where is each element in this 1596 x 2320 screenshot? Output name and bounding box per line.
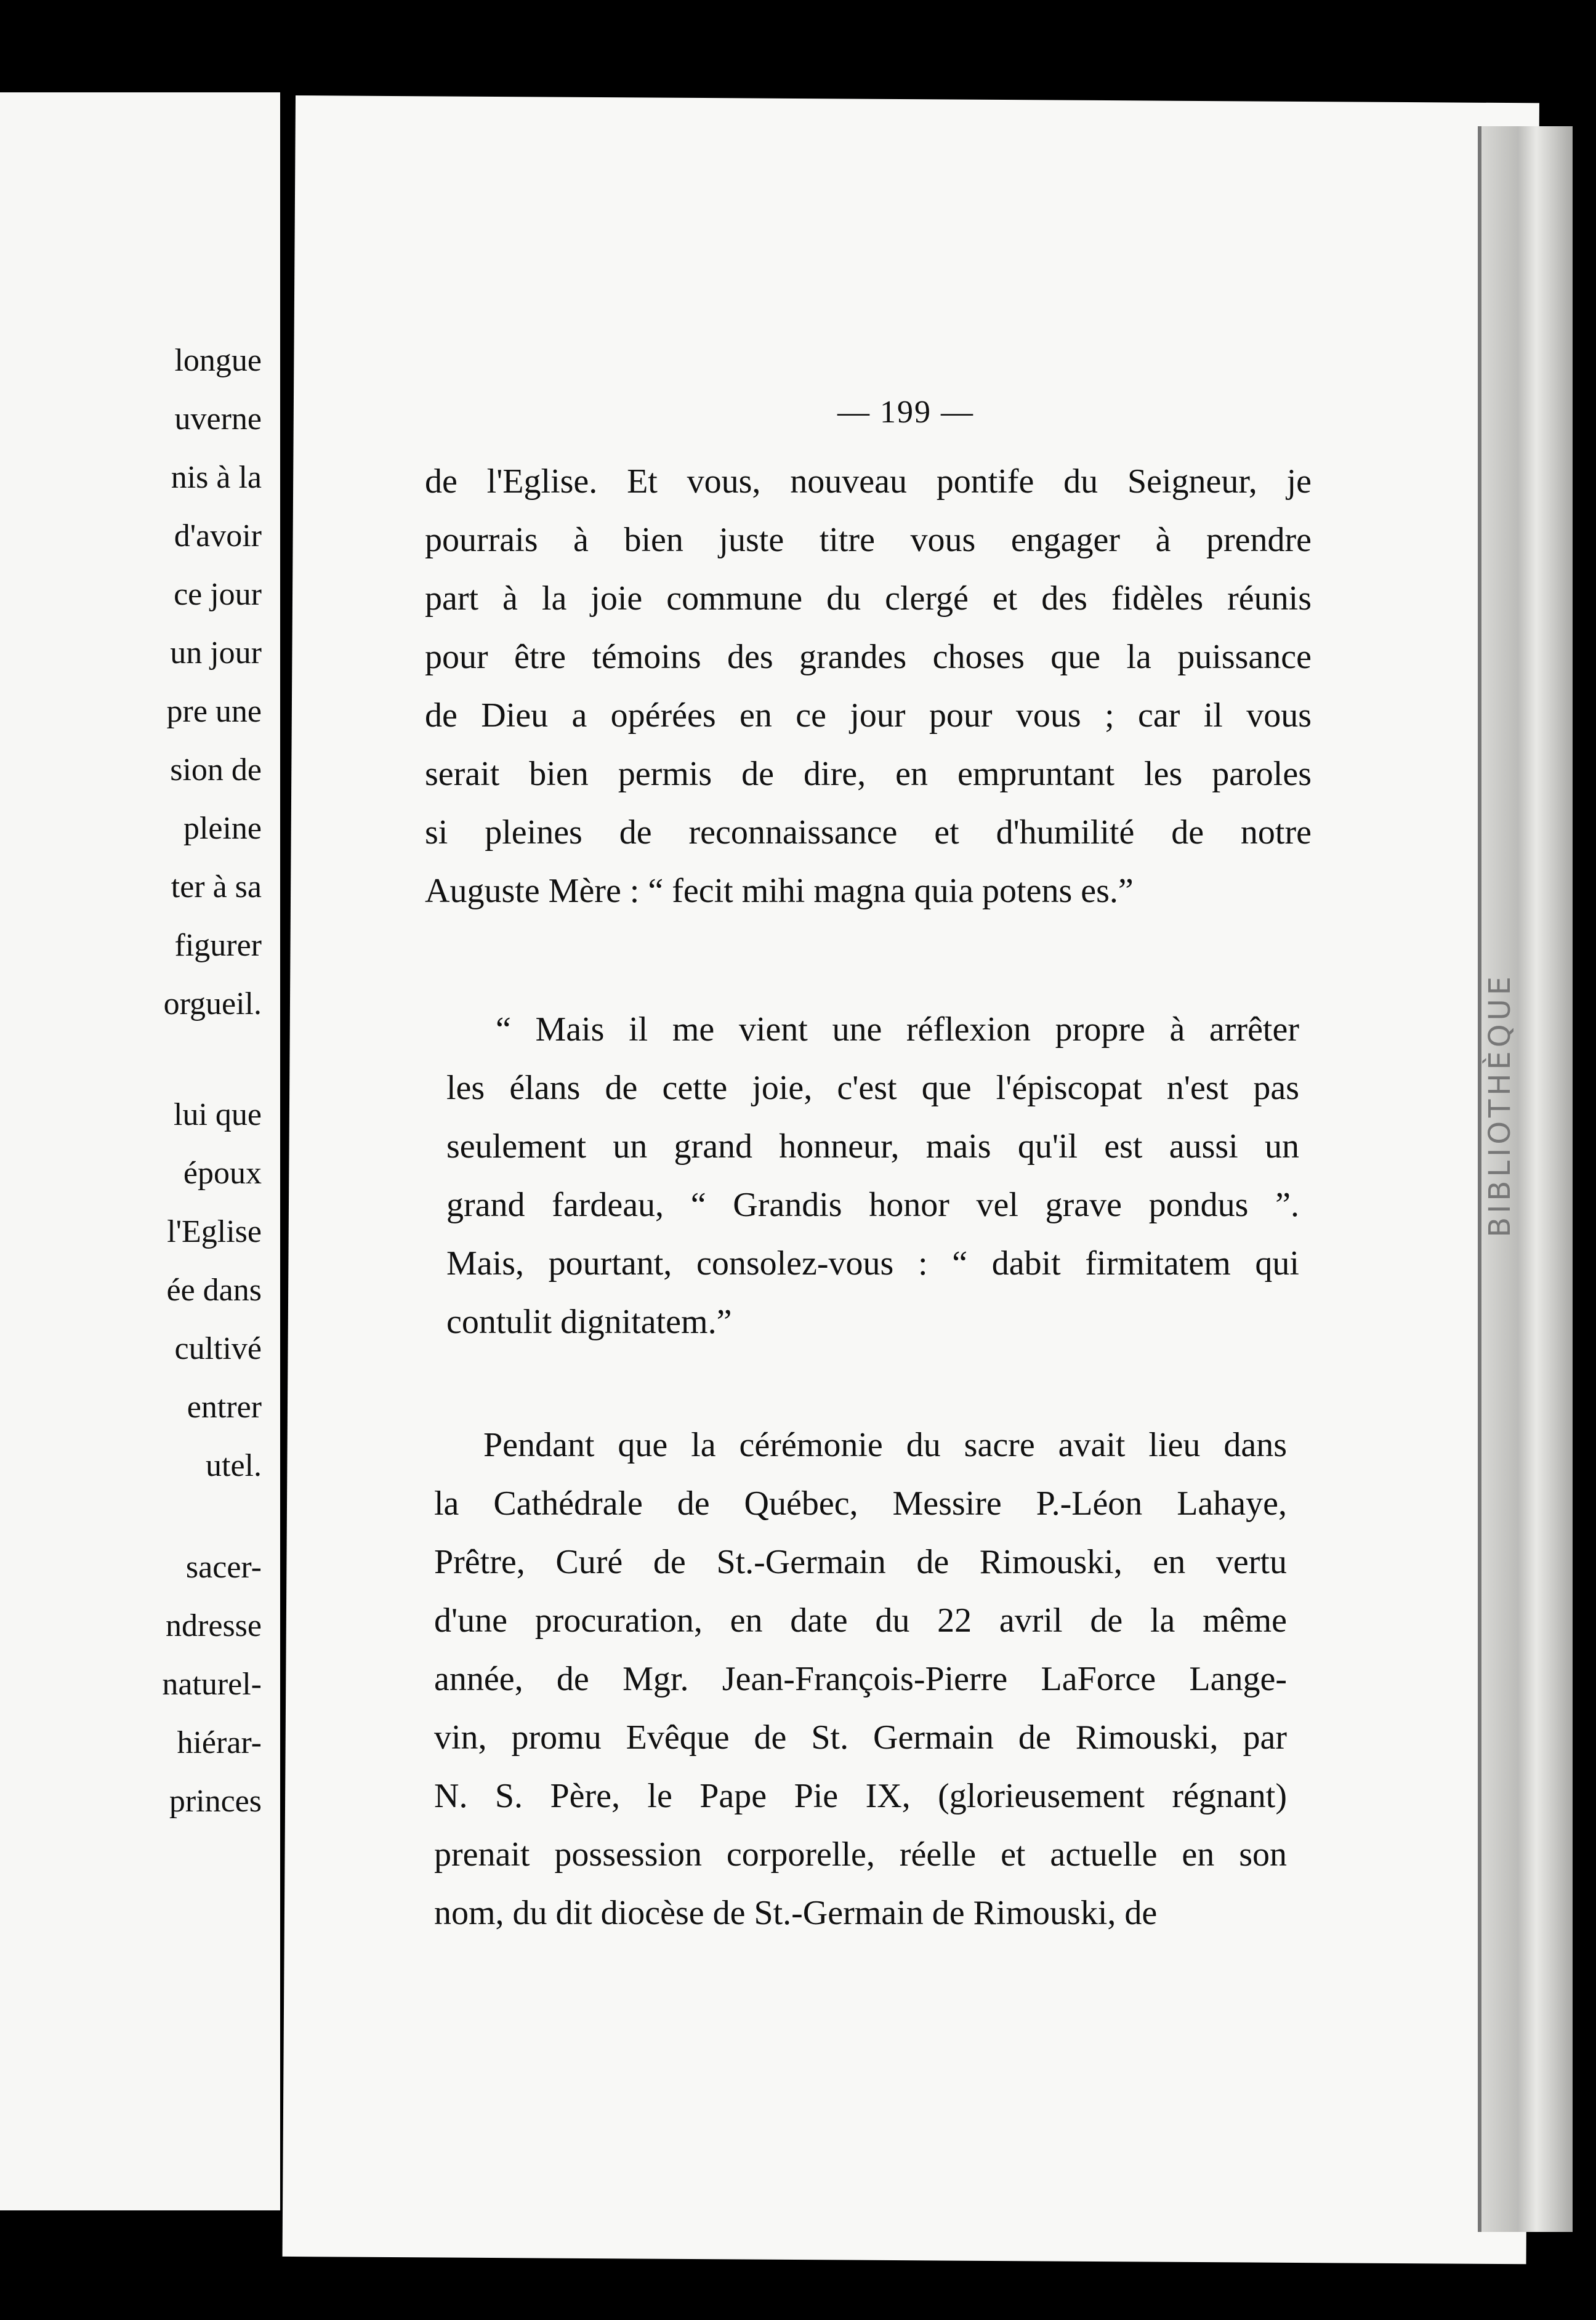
left-page-line: ndresse (166, 1608, 262, 1643)
text-line: pourrais à bien juste titre vous engager à prendre (425, 521, 1312, 559)
left-page-line: d'avoir (174, 518, 262, 554)
left-page-line: figurer (174, 928, 262, 963)
text-line: part à la joie commune du clergé et des fidèles réunis (425, 579, 1312, 618)
left-page-line: l'Eglise (167, 1214, 262, 1249)
paragraph-3 (434, 1416, 1287, 1943)
left-page-line: orgueil. (163, 986, 262, 1021)
library-stamp: BIBLIOTHÈQUE (1483, 973, 1517, 1238)
text-line: si pleines de reconnaissance et d'humilité de notre (425, 813, 1312, 852)
left-page-line: utel. (206, 1448, 262, 1483)
text-line: Pendant que la cérémonie du sacre avait lieu dans (483, 1426, 1287, 1464)
left-page-line: hiérar- (177, 1725, 262, 1760)
text-line: nom, du dit diocèse de St.-Germain de Rimouski, de (434, 1894, 1158, 1932)
left-page-line: cultivé (174, 1331, 262, 1366)
text-line: Prêtre, Curé de St.-Germain de Rimouski, en vertu (434, 1543, 1287, 1581)
text-line: de Dieu a opérées en ce jour pour vous ; car il vous (425, 696, 1312, 735)
text-line: d'une procuration, en date du 22 avril de la même (434, 1601, 1287, 1640)
text-line: Mais, pourtant, consolez-vous : “ dabit firmitatem qui (446, 1244, 1299, 1283)
left-page-line: ce jour (174, 577, 262, 612)
text-line: N. S. Père, le Pape Pie IX, (glorieusement régnant) (434, 1777, 1287, 1815)
left-page-line: uverne (174, 401, 262, 437)
left-page-line: sion de (170, 752, 262, 787)
left-page-line: époux (183, 1156, 262, 1191)
text-line: serait bien permis de dire, en empruntant les paroles (425, 755, 1312, 793)
text-line: année, de Mgr. Jean-François-Pierre LaForce Lange- (434, 1660, 1287, 1698)
left-page-line: princes (169, 1784, 262, 1819)
left-page-line: naturel- (162, 1667, 262, 1702)
text-line: seulement un grand honneur, mais qu'il est aussi un (446, 1127, 1299, 1166)
left-page-line: lui que (174, 1097, 262, 1132)
text-line: grand fardeau, “ Grandis honor vel grave pondus ”. (446, 1186, 1299, 1224)
left-page-line: pleine (183, 811, 262, 846)
text-line: de l'Eglise. Et vous, nouveau pontife du Seigneur, je (425, 462, 1312, 501)
text-line: la Cathédrale de Québec, Messire P.-Léon Lahaye, (434, 1484, 1287, 1523)
text-line: “ Mais il me vient une réflexion propre à arrêter (496, 1010, 1299, 1049)
text-line: vin, promu Evêque de St. Germain de Rimouski, par (434, 1718, 1287, 1757)
left-page-line: pre une (166, 694, 262, 729)
paragraph-1 (425, 453, 1312, 920)
page-number: — 199 — (837, 395, 974, 430)
left-page-line: entrer (187, 1390, 262, 1425)
left-page-line: sacer- (185, 1550, 262, 1585)
text-line: les élans de cette joie, c'est que l'épiscopat n'est pas (446, 1069, 1299, 1107)
left-page-line: longue (174, 343, 262, 378)
text-line: prenait possession corporelle, réelle et actuelle en son (434, 1835, 1287, 1874)
text-line: Auguste Mère : “ fecit mihi magna quia potens es.” (425, 872, 1134, 910)
left-page (0, 92, 280, 2210)
left-page-line: nis à la (171, 460, 262, 495)
paragraph-2 (446, 1001, 1299, 1351)
left-page-line: ée dans (166, 1273, 262, 1308)
text-line: pour être témoins des grandes choses que la puissance (425, 638, 1312, 676)
left-page-line: un jour (170, 635, 262, 671)
left-page-line: ter à sa (171, 869, 262, 904)
text-line: contulit dignitatem.” (446, 1303, 732, 1341)
